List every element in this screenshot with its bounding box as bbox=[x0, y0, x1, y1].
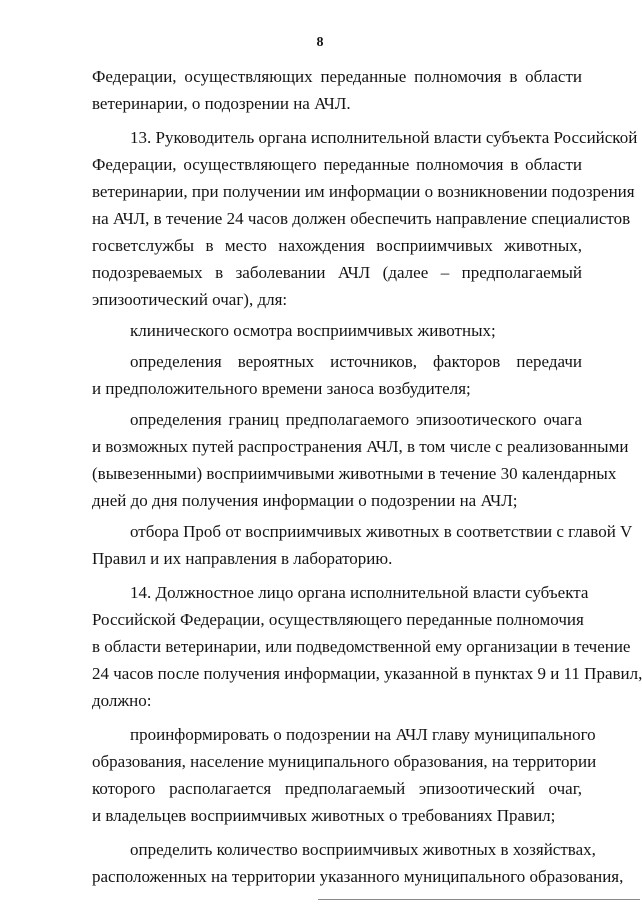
scan-edge-line bbox=[318, 899, 640, 900]
text-line: клинического осмотра восприимчивых животных; bbox=[130, 321, 496, 340]
text-line: Правил и их направления в лабораторию. bbox=[92, 549, 393, 568]
text-line: определить количество восприимчивых животных в хозяйствах, bbox=[130, 840, 596, 859]
text-line: дней до дня получения информации о подозрении на АЧЛ; bbox=[92, 491, 518, 510]
text-line: ветеринарии, при получении им информации о возникновении подозрения bbox=[92, 182, 635, 201]
text-line: ветеринарии, о подозрении на АЧЛ. bbox=[92, 94, 351, 113]
text-line: подозреваемых в заболевании АЧЛ (далее – предполагаемый bbox=[92, 263, 582, 282]
text-line: должно: bbox=[92, 691, 152, 710]
text-line: Федерации, осуществляющего переданные полномочия в области bbox=[92, 155, 582, 174]
text-line: эпизоотический очаг), для: bbox=[92, 290, 288, 309]
text-line: 24 часов после получения информации, указанной в пунктах 9 и 11 Правил, bbox=[92, 664, 642, 683]
text-line: на АЧЛ, в течение 24 часов должен обеспечить направление специалистов bbox=[92, 209, 631, 228]
text-line: проинформировать о подозрении на АЧЛ главу муниципального bbox=[130, 725, 596, 744]
text-line: образования, население муниципального образования, на территории bbox=[92, 752, 597, 771]
text-line: определения вероятных источников, факторов передачи bbox=[130, 352, 582, 371]
text-line: и предположительного времени заноса возбудителя; bbox=[92, 379, 471, 398]
text-line: расположенных на территории указанного муниципального образования, bbox=[92, 867, 624, 886]
text-line: Федерации, осуществляющих переданные полномочия в области bbox=[92, 67, 582, 86]
text-line: отбора Проб от восприимчивых животных в соответствии с главой V bbox=[130, 522, 633, 541]
text-line: которого располагается предполагаемый эпизоотический очаг, bbox=[92, 779, 582, 798]
text-line: 14. Должностное лицо органа исполнительной власти субъекта bbox=[130, 583, 589, 602]
page-number: 8 bbox=[316, 35, 324, 50]
text-line: в области ветеринарии, или подведомственной ему организации в течение bbox=[92, 637, 631, 656]
text-line: Российской Федерации, осуществляющего переданные полномочия bbox=[92, 610, 584, 629]
text-line: и владельцев восприимчивых животных о требованиях Правил; bbox=[92, 806, 556, 825]
text-line: определения границ предполагаемого эпизоотического очага bbox=[130, 410, 582, 429]
document-body bbox=[92, 63, 642, 890]
text-line: 13. Руководитель органа исполнительной власти субъекта Российской bbox=[130, 128, 638, 147]
text-line: и возможных путей распространения АЧЛ, в том числе с реализованными bbox=[92, 437, 629, 456]
text-line: (вывезенными) восприимчивыми животными в течение 30 календарных bbox=[92, 464, 617, 483]
text-line: госветслужбы в место нахождения восприимчивых животных, bbox=[92, 236, 582, 255]
